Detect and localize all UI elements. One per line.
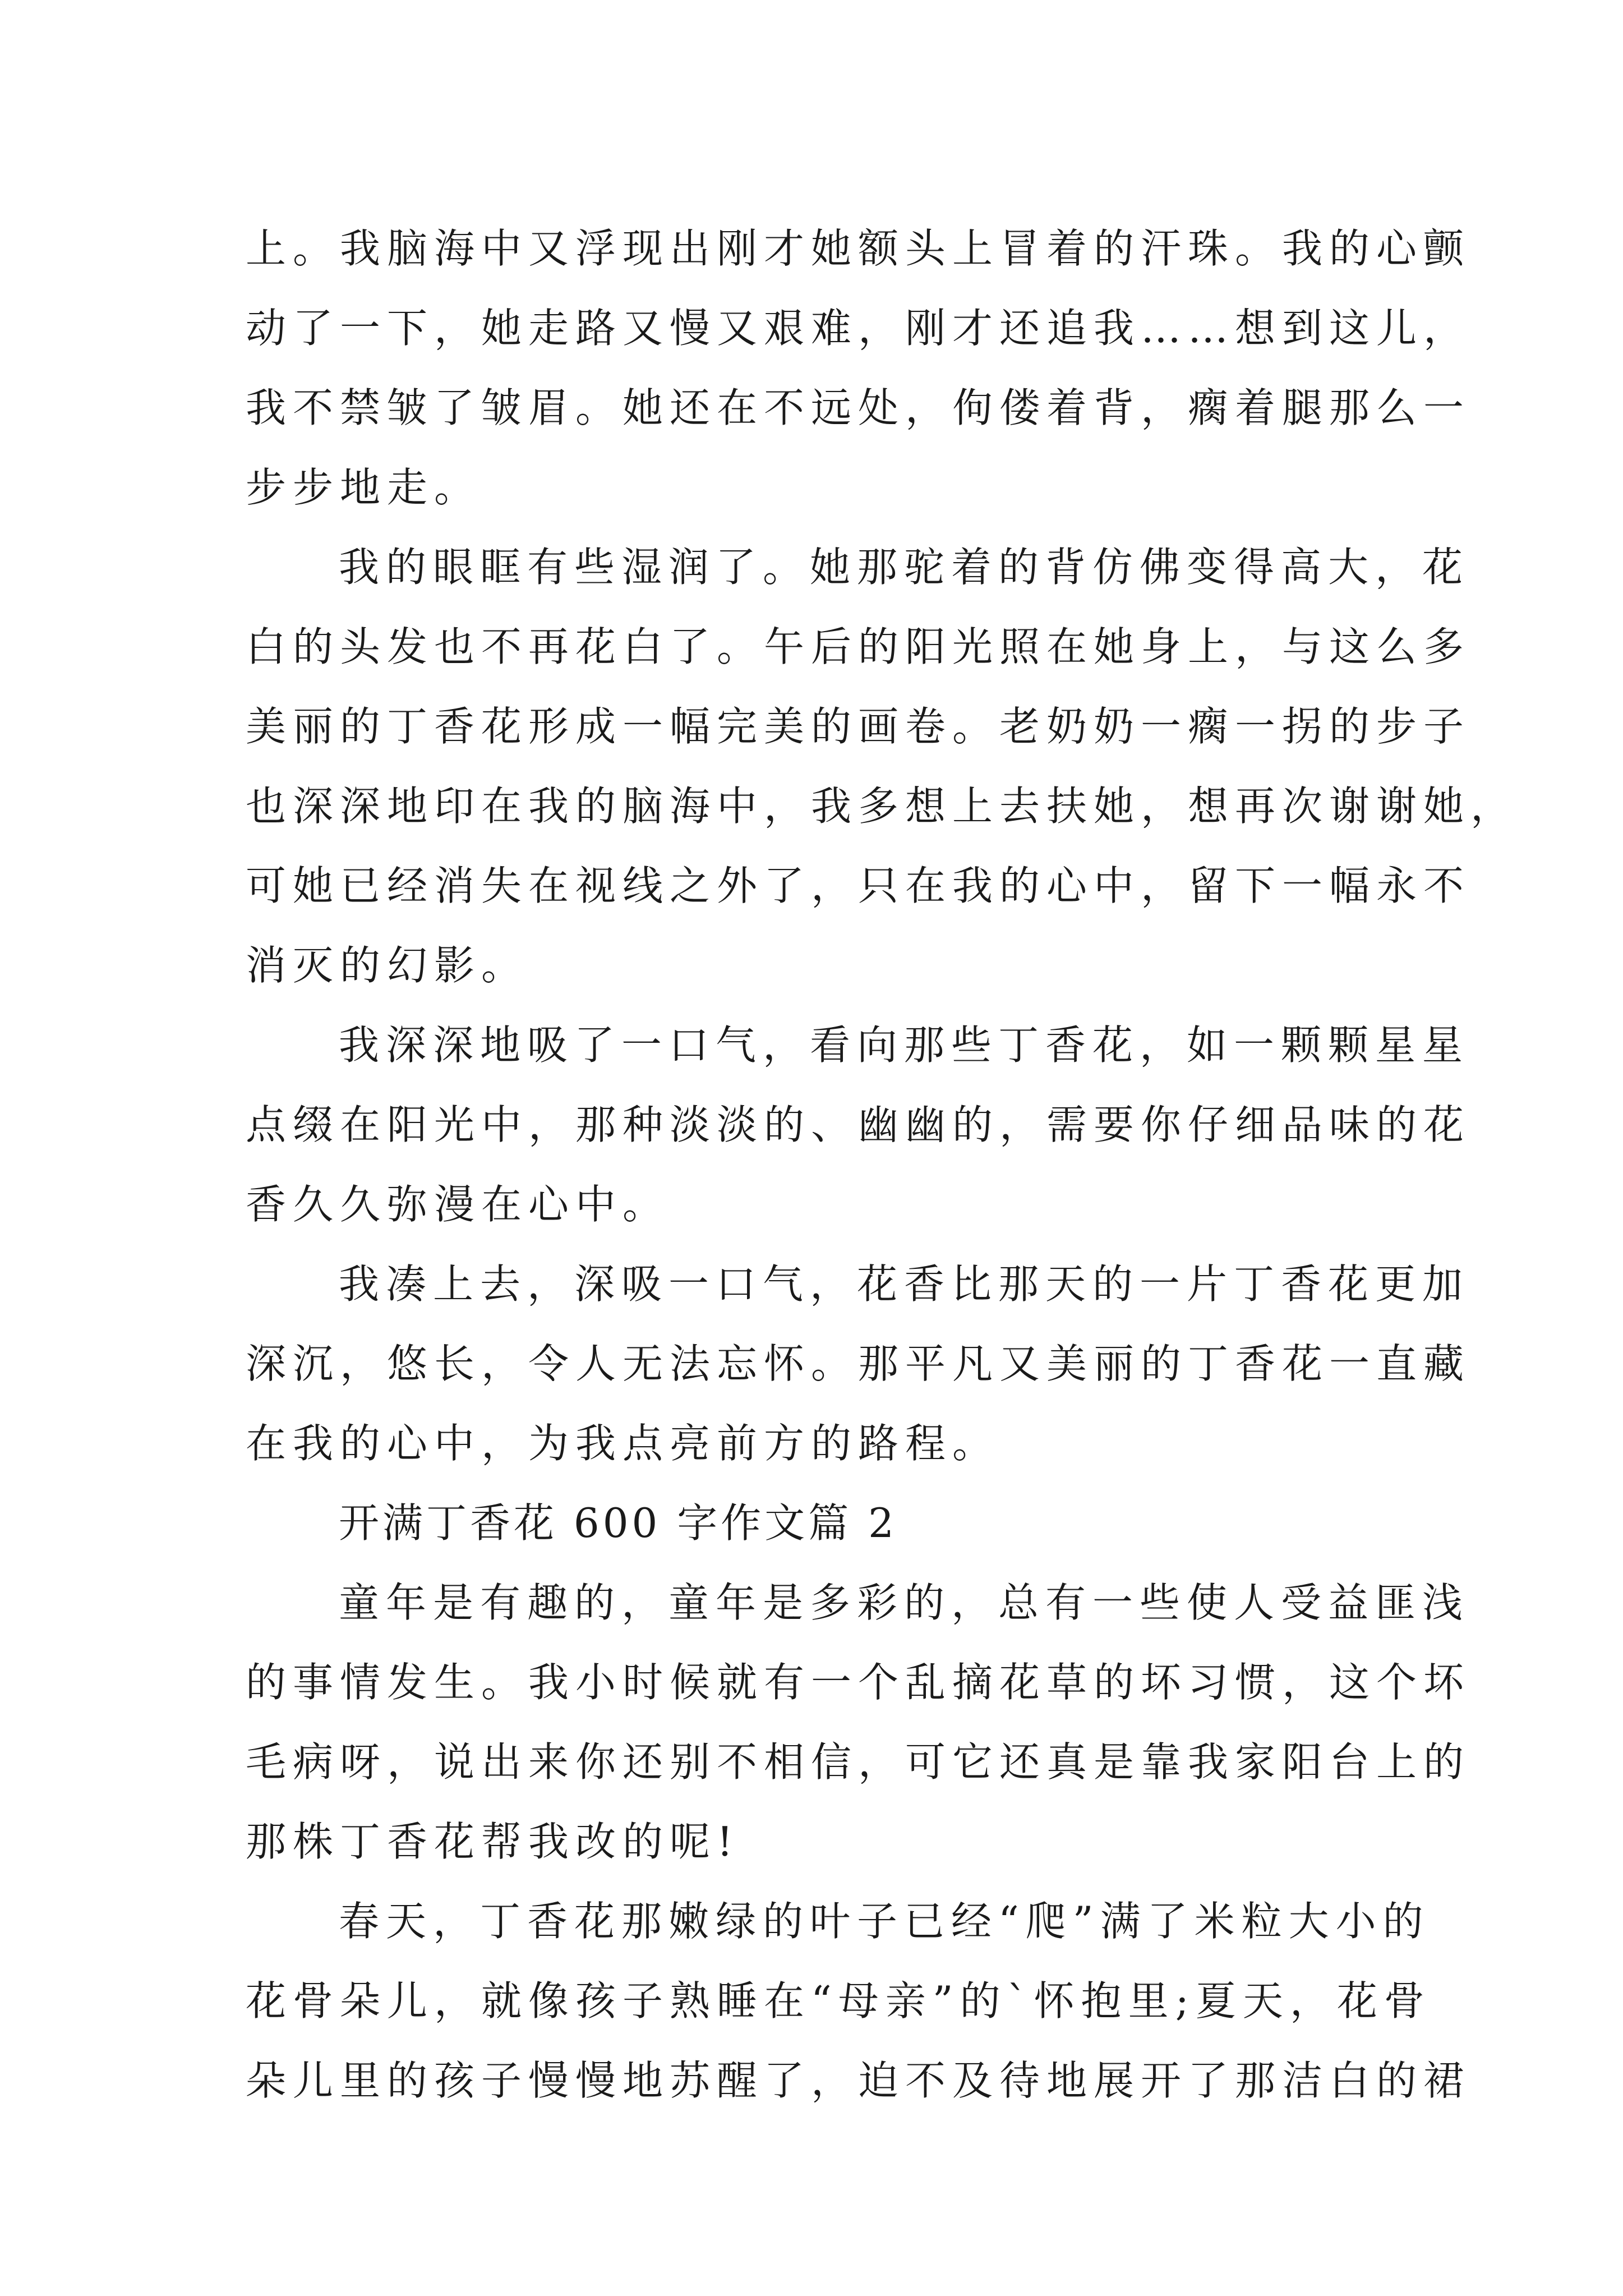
text-line: 可她已经消失在视线之外了，只在我的心中，留下一幅永不 xyxy=(246,862,1471,909)
text-line: 那株丁香花帮我改的呢! xyxy=(246,1818,740,1865)
text-line: 毛病呀，说出来你还别不相信，可它还真是靠我家阳台上的 xyxy=(246,1738,1471,1786)
text-line: 在我的心中，为我点亮前方的路程。 xyxy=(246,1420,1000,1467)
paragraph-first-line: 我深深地吸了一口气，看向那些丁香花，如一颗颗星星 xyxy=(339,1022,1470,1069)
text-line: 点缀在阳光中，那种淡淡的、幽幽的，需要你仔细品味的花 xyxy=(246,1101,1471,1148)
section-heading: 开满丁香花 600 字作文篇 2 xyxy=(339,1499,897,1547)
text-line: 花骨朵儿，就像孩子熟睡在“母亲”的`怀抱里;夏天，花骨 xyxy=(246,1977,1431,2024)
text-line: 朵儿里的孩子慢慢地苏醒了，迫不及待地展开了那洁白的裙 xyxy=(246,2057,1471,2104)
paragraph-first-line: 春天，丁香花那嫩绿的叶子已经“爬”满了米粒大小的 xyxy=(339,1898,1430,1945)
text-line: 白的头发也不再花白了。午后的阳光照在她身上，与这么多 xyxy=(246,623,1471,670)
text-line: 动了一下，她走路又慢又艰难，刚才还追我……想到这儿， xyxy=(246,305,1471,352)
text-line: 香久久弥漫在心中。 xyxy=(246,1181,670,1228)
text-line: 消灭的幻影。 xyxy=(246,942,529,989)
document-body xyxy=(246,209,1518,2120)
text-line: 美丽的丁香花形成一幅完美的画卷。老奶奶一瘸一拐的步子 xyxy=(246,703,1471,750)
paragraph-first-line: 我的眼眶有些湿润了。她那驼着的背仿佛变得高大，花 xyxy=(339,544,1470,591)
text-line: 上。我脑海中又浮现出刚才她额头上冒着的汗珠。我的心颤 xyxy=(246,225,1471,272)
text-line: 我不禁皱了皱眉。她还在不远处，佝偻着背，瘸着腿那么一 xyxy=(246,384,1471,431)
paragraph-first-line: 童年是有趣的，童年是多彩的，总有一些使人受益匪浅 xyxy=(339,1579,1470,1626)
text-line: 也深深地印在我的脑海中，我多想上去扶她，想再次谢谢她， xyxy=(246,783,1518,830)
text-line: 深沉，悠长，令人无法忘怀。那平凡又美丽的丁香花一直藏 xyxy=(246,1340,1471,1387)
text-line: 的事情发生。我小时候就有一个乱摘花草的坏习惯，这个坏 xyxy=(246,1659,1471,1706)
paragraph-first-line: 我凑上去，深吸一口气，花香比那天的一片丁香花更加 xyxy=(339,1260,1470,1308)
text-line: 步步地走。 xyxy=(246,464,482,511)
